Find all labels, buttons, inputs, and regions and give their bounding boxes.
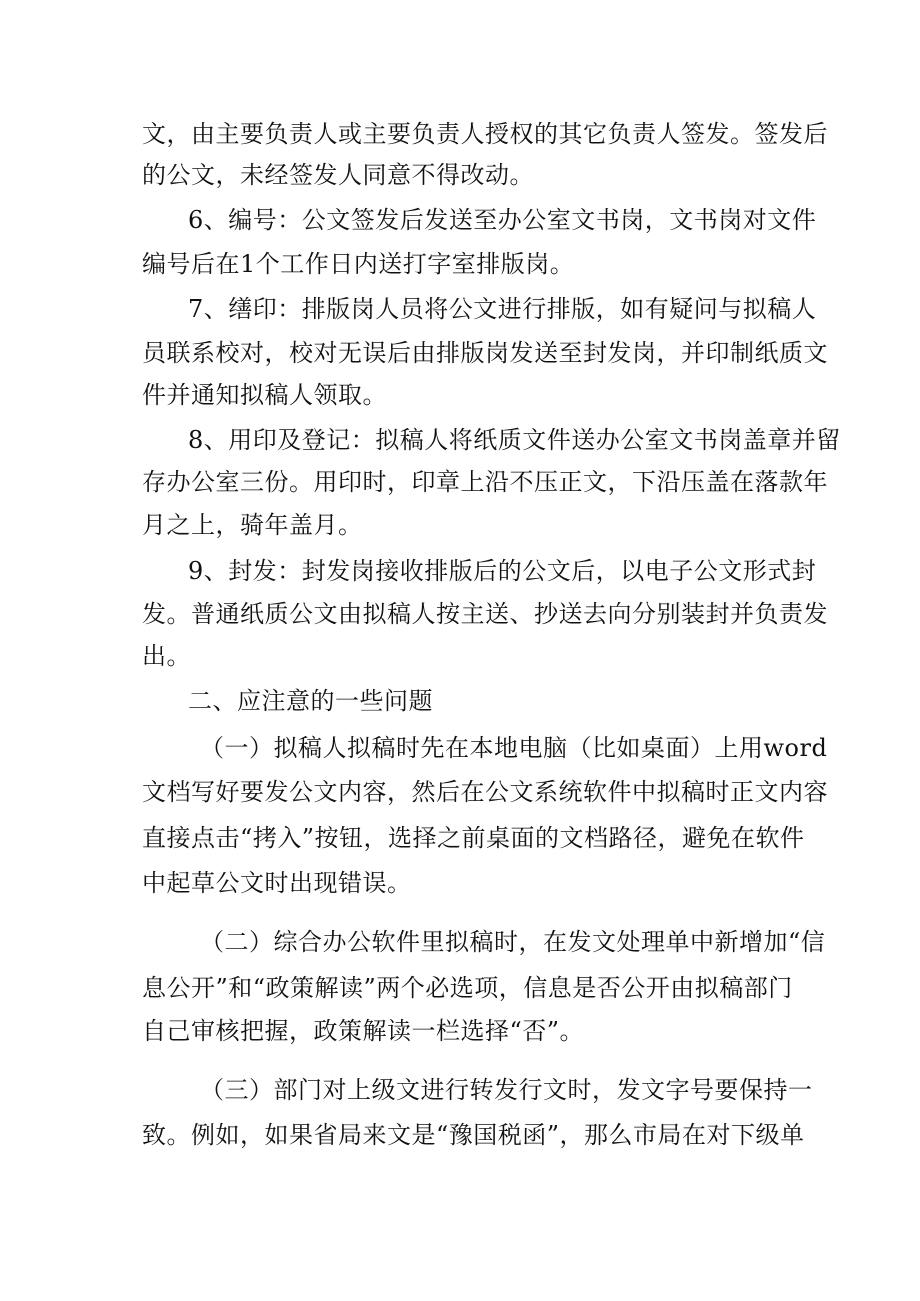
text-line: 直接点击“拷入”按钮，选择之前桌面的文档路径，避免在软件 [142, 824, 805, 852]
text-line: 件并通知拟稿人领取。 [142, 381, 387, 409]
text-line: 7、缮印：排版岗人员将公文进行排版，如有疑问与拟稿人 [188, 295, 817, 323]
text-line: （二）综合办公软件里拟稿时，在发文处理单中新增加“信 [200, 928, 826, 956]
text-line: 发。普通纸质公文由拟稿人按主送、抄送去向分别装封并负责发 [142, 600, 828, 628]
text-line: 中起草公文时出现错误。 [142, 869, 412, 897]
text-line: 文，由主要负责人或主要负责人授权的其它负责人签发。签发后 [142, 120, 828, 148]
text-line: 息公开”和“政策解读”两个必选项，信息是否公开由拟稿部门 [142, 974, 793, 1002]
text-line: 员联系校对，校对无误后由排版岗发送至封发岗，并印制纸质文 [142, 339, 828, 367]
text-line: 的公文，未经签发人同意不得改动。 [142, 161, 534, 189]
text-line: 致。例如，如果省局来文是“豫国税函”，那么市局在对下级单 [142, 1121, 805, 1149]
text-line: 出。 [142, 642, 191, 670]
section-heading: 二、应注意的一些问题 [188, 687, 433, 715]
text-line: 自己审核把握，政策解读一栏选择“否”。 [142, 1017, 585, 1045]
text-line: 文档写好要发公文内容，然后在公文系统软件中拟稿时正文内容 [142, 778, 828, 806]
text-line: 6、编号：公文签发后发送至办公室文书岗，文书岗对文件 [188, 206, 817, 234]
text-line: 编号后在1个工作日内送打字室排版岗。 [142, 250, 575, 278]
text-line: 存办公室三份。用印时，印章上沿不压正文，下沿压盖在落款年 [142, 468, 828, 496]
text-line: （三）部门对上级文进行转发行文时，发文字号要保持一 [200, 1076, 813, 1104]
text-line: （一）拟稿人拟稿时先在本地电脑（比如桌面）上用word [200, 734, 828, 762]
text-line: 月之上，骑年盖月。 [142, 511, 363, 539]
text-line: 9、封发：封发岗接收排版后的公文后，以电子公文形式封 [188, 557, 817, 585]
text-line: 8、用印及登记：拟稿人将纸质文件送办公室文书岗盖章并留 [188, 426, 841, 454]
